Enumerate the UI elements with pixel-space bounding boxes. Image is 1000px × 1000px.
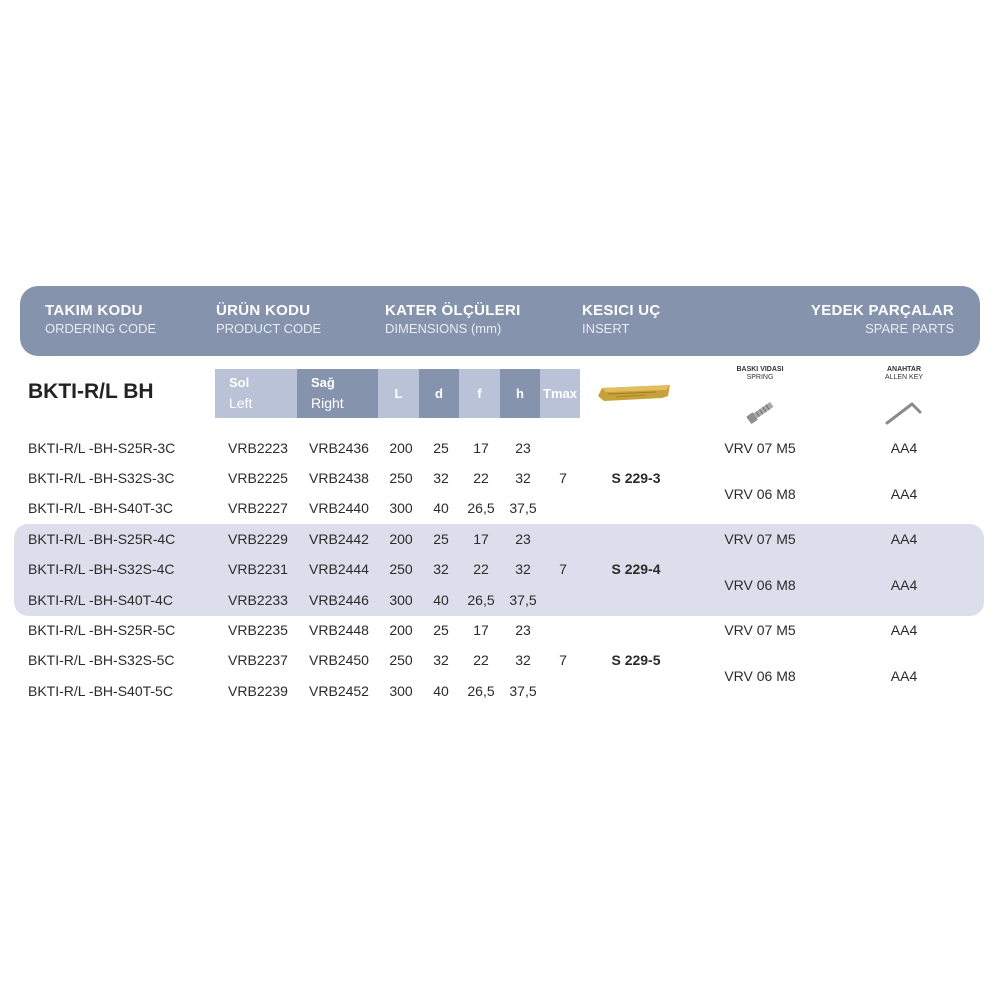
spare-key-caption-tr: ANAHTAR — [886, 366, 922, 373]
row-L: 300 — [389, 500, 413, 516]
subheader-L — [378, 369, 419, 418]
row-f: 17 — [473, 622, 489, 638]
subheader-f-label: f — [477, 386, 482, 401]
subheader-d — [419, 369, 459, 418]
row-code: BKTI-R/L -BH-S40T-5C — [28, 683, 173, 699]
subheader-left-tr: Sol — [229, 375, 250, 390]
row-left: VRB2237 — [228, 652, 288, 668]
row-h: 37,5 — [509, 683, 537, 699]
header-product-code — [216, 302, 321, 336]
spare-screw-caption-tr: BASKI VIDASI — [736, 366, 784, 373]
row-f: 22 — [473, 561, 489, 577]
header-ordering-code — [45, 302, 156, 336]
row-h: 23 — [515, 440, 531, 456]
row-f: 17 — [473, 440, 489, 456]
row-L: 200 — [389, 622, 413, 638]
group-insert: S 229-3 — [611, 470, 661, 486]
subheader-h — [500, 369, 540, 418]
row-f: 17 — [473, 531, 489, 547]
row-left: VRB2227 — [228, 500, 288, 516]
row-code: BKTI-R/L -BH-S40T-3C — [28, 500, 173, 516]
row-left: VRB2225 — [228, 470, 288, 486]
row-d: 32 — [433, 652, 449, 668]
row-h: 37,5 — [509, 592, 537, 608]
spare-key: AA4 — [890, 668, 918, 684]
screw-icon — [742, 398, 778, 426]
subheader-tmax-label: Tmax — [543, 386, 577, 401]
group-insert: S 229-5 — [611, 652, 661, 668]
row-L: 300 — [389, 592, 413, 608]
row-code: BKTI-R/L -BH-S25R-5C — [28, 622, 176, 638]
subheader-right-tr: Sağ — [311, 375, 335, 390]
row-L: 200 — [389, 531, 413, 547]
table-header — [20, 286, 980, 356]
spare-screw: VRV 07 M5 — [724, 440, 796, 456]
row-f: 26,5 — [467, 592, 495, 608]
header-spare-parts-en: SPARE PARTS — [865, 321, 954, 336]
row-code: BKTI-R/L -BH-S32S-3C — [28, 470, 175, 486]
group-tmax: 7 — [559, 470, 567, 486]
spare-screw: VRV 07 M5 — [724, 622, 796, 638]
spare-key-caption-en: ALLEN KEY — [884, 374, 924, 381]
row-code: BKTI-R/L -BH-S40T-4C — [28, 592, 173, 608]
subheader-tmax — [540, 369, 580, 418]
spare-key: AA4 — [890, 622, 918, 638]
row-d: 25 — [433, 531, 449, 547]
row-d: 25 — [433, 440, 449, 456]
subheader-h-label: h — [516, 386, 524, 401]
row-L: 300 — [389, 683, 413, 699]
spare-screw: VRV 06 M8 — [724, 577, 796, 593]
row-left: VRB2239 — [228, 683, 288, 699]
insert-icon — [596, 382, 672, 406]
header-spare-parts-tr: YEDEK PARÇALAR — [810, 302, 954, 319]
row-right: VRB2446 — [309, 592, 369, 608]
row-L: 200 — [389, 440, 413, 456]
subheader-f — [459, 369, 500, 418]
row-f: 26,5 — [467, 683, 495, 699]
row-h: 32 — [515, 561, 531, 577]
subheader-d-label: d — [435, 386, 443, 401]
header-ordering-code-tr: TAKIM KODU — [45, 302, 143, 319]
row-L: 250 — [389, 470, 413, 486]
row-d: 25 — [433, 622, 449, 638]
subheader-left — [215, 369, 297, 418]
header-product-code-tr: ÜRÜN KODU — [216, 302, 311, 319]
row-d: 40 — [433, 683, 449, 699]
row-L: 250 — [389, 561, 413, 577]
header-dimensions-en: DIMENSIONS (mm) — [385, 321, 502, 336]
row-left: VRB2235 — [228, 622, 288, 638]
spare-screw: VRV 07 M5 — [724, 531, 796, 547]
subheader-L-label: L — [394, 386, 403, 401]
row-code: BKTI-R/L -BH-S25R-3C — [28, 440, 176, 456]
row-f: 22 — [473, 470, 489, 486]
subheader-right-en: Right — [311, 395, 344, 411]
row-left: VRB2229 — [228, 531, 288, 547]
row-d: 40 — [433, 592, 449, 608]
row-h: 23 — [515, 531, 531, 547]
spare-key: AA4 — [890, 486, 918, 502]
spare-key: AA4 — [890, 531, 918, 547]
row-right: VRB2444 — [309, 561, 369, 577]
subheader-left-en: Left — [229, 395, 253, 411]
row-right: VRB2442 — [309, 531, 369, 547]
header-dimensions-tr: KATER ÖLÇÜLERI — [385, 302, 521, 319]
header-ordering-code-en: ORDERING CODE — [45, 321, 157, 336]
row-left: VRB2233 — [228, 592, 288, 608]
spare-screw: VRV 06 M8 — [724, 486, 796, 502]
row-d: 40 — [433, 500, 449, 516]
group-insert: S 229-4 — [611, 561, 661, 577]
row-h: 32 — [515, 652, 531, 668]
spare-screw: VRV 06 M8 — [724, 668, 796, 684]
row-right: VRB2438 — [309, 470, 369, 486]
row-right: VRB2450 — [309, 652, 369, 668]
row-f: 22 — [473, 652, 489, 668]
row-code: BKTI-R/L -BH-S25R-4C — [28, 531, 176, 547]
group-tmax: 7 — [559, 561, 567, 577]
series-title: BKTI-R/L BH — [28, 380, 154, 403]
header-dimensions — [385, 302, 521, 336]
row-left: VRB2223 — [228, 440, 288, 456]
row-f: 26,5 — [467, 500, 495, 516]
row-right: VRB2436 — [309, 440, 369, 456]
row-right: VRB2448 — [309, 622, 369, 638]
row-right: VRB2440 — [309, 500, 369, 516]
row-code: BKTI-R/L -BH-S32S-4C — [28, 561, 175, 577]
header-spare-parts — [811, 302, 954, 336]
spare-screw-caption — [712, 366, 808, 382]
header-insert-tr: KESICI UÇ — [582, 302, 661, 319]
row-d: 32 — [433, 470, 449, 486]
spare-key: AA4 — [890, 440, 918, 456]
row-L: 250 — [389, 652, 413, 668]
allen-key-icon — [884, 398, 924, 428]
header-insert-en: INSERT — [582, 321, 630, 336]
row-h: 37,5 — [509, 500, 537, 516]
spare-key: AA4 — [890, 577, 918, 593]
header-product-code-en: PRODUCT CODE — [216, 321, 322, 336]
header-insert — [582, 302, 661, 336]
row-h: 32 — [515, 470, 531, 486]
row-right: VRB2452 — [309, 683, 369, 699]
row-left: VRB2231 — [228, 561, 288, 577]
subheader-right — [297, 369, 378, 418]
spare-key-caption — [864, 366, 944, 382]
group-tmax: 7 — [559, 652, 567, 668]
spare-screw-caption-en: SPRING — [746, 374, 774, 381]
row-code: BKTI-R/L -BH-S32S-5C — [28, 652, 175, 668]
row-h: 23 — [515, 622, 531, 638]
row-d: 32 — [433, 561, 449, 577]
